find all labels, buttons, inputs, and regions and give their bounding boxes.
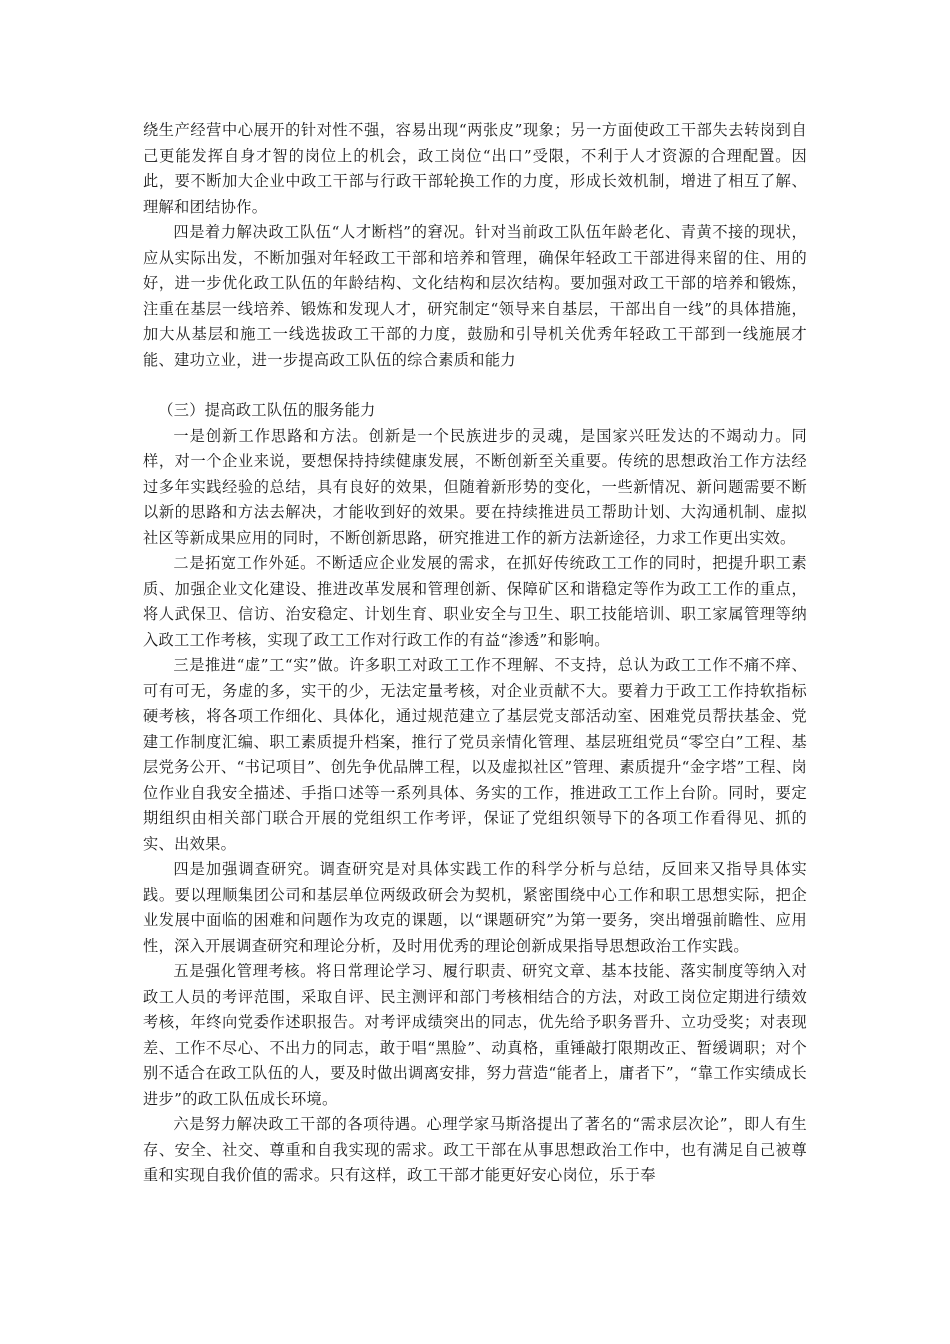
paragraph-talent-gap: 四是着力解决政工队伍“人才断档”的窘况。针对当前政工队伍年龄老化、青黄不接的现状，应从实际出发，不断加强对年轻政工干部和培养和管理，确保年轻政工干部进得来留的住、用的好，进一步优化政工队伍的年龄结构、文化结构和层次结构。要加强对政工干部的培养和锻炼，注重在基层一线培养、锻炼和发现人才，研究制定“领导来自基层，干部出自一线”的具体措施，加大从基层和施工一线选拔政工干部的力度，鼓励和引导机关优秀年轻政工干部到一线施展才能、建功立业，进一步提高政工队伍的综合素质和能力 xyxy=(143,223,807,369)
paragraph-benefits: 六是努力解决政工干部的各项待遇。心理学家马斯洛提出了著名的“需求层次论”，即人有生存、安全、社交、尊重和自我实现的需求。政工干部在从事思想政治工作中，也有满足自己被尊重和实现自我价值的需求。只有这样，政工干部才能更好安心岗位，乐于奉 xyxy=(143,1115,807,1184)
document-page xyxy=(143,118,807,1189)
paragraph-assessment: 五是强化管理考核。将日常理论学习、履行职责、研究文章、基本技能、落实制度等纳入对政工人员的考评范围，采取自评、民主测评和部门考核相结合的方法，对政工岗位定期进行绩效考核，年终向党委作述职报告。对考评成绩突出的同志，优先给予职务晋升、立功受奖；对表现差、工作不尽心、不出力的同志，敢于唱“黑脸”、动真格，重锤敲打限期改正、暂缓调职；对个别不适合在政工队伍的人，要及时做出调离安排，努力营造“能者上，庸者下”，“靠工作实绩成长进步”的政工队伍成长环境。 xyxy=(143,962,807,1108)
paragraph-innovation: 一是创新工作思路和方法。创新是一个民族进步的灵魂，是国家兴旺发达的不竭动力。同样，对一个企业来说，要想保持持续健康发展，不断创新至关重要。传统的思想政治工作方法经过多年实践经验的总结，具有良好的效果，但随着新形势的变化，一些新情况、新问题需要不断以新的思路和方法去解决，才能收到好的效果。要在持续推进员工帮助计划、大沟通机制、虚拟社区等新成果应用的同时，不断创新思路，研究推进工作的新方法新途径，力求工作更出实效。 xyxy=(143,426,807,547)
section-heading: （三）提高政工队伍的服务能力 xyxy=(158,401,376,419)
paragraph-continuation: 绕生产经营中心展开的针对性不强，容易出现“两张皮”现象；另一方面使政工干部失去转岗到自己更能发挥自身才智的岗位上的机会，政工岗位“出口”受限，不利于人才资源的合理配置。因此，要不断加大企业中政工干部与行政干部轮换工作的力度，形成长效机制，增进了相互了解、理解和团结协作。 xyxy=(143,121,807,216)
paragraph-scope: 二是拓宽工作外延。不断适应企业发展的需求，在抓好传统政工工作的同时，把提升职工素质、加强企业文化建设、推进改革发展和管理创新、保障矿区和谐稳定等作为政工工作的重点，将人武保卫、信访、治安稳定、计划生育、职业安全与卫生、职工技能培训、职工家属管理等纳入政工工作考核，实现了政工工作对行政工作的有益“渗透”和影响。 xyxy=(143,554,807,649)
paragraph-practical: 三是推进“虚”工“实”做。许多职工对政工工作不理解、不支持，总认为政工工作不痛不痒、可有可无，务虚的多，实干的少，无法定量考核，对企业贡献不大。要着力于政工工作持软指标硬考核，将各项工作细化、具体化，通过规范建立了基层党支部活动室、困难党员帮扶基金、党建工作制度汇编、职工素质提升档案，推行了党员亲情化管理、基层班组党员“零空白”工程、基层党务公开、“书记项目”、创先争优品牌工程，以及虚拟社区”管理、素质提升“金字塔”工程、岗位作业自我安全描述、手指口述等一系列具体、务实的工作，推进政工工作上台阶。同时，要定期组织由相关部门联合开展的党组织工作考评，保证了党组织领导下的各项工作看得见、抓的实、出效果。 xyxy=(143,656,807,853)
paragraph-research: 四是加强调查研究。调查研究是对具体实践工作的科学分析与总结，反回来又指导具体实践。要以理顺集团公司和基层单位两级政研会为契机，紧密围绕中心工作和职工思想实际，把企业发展中面临的困难和问题作为攻克的课题，以“课题研究”为第一要务，突出增强前瞻性、应用性，深入开展调查研究和理论分析，及时用优秀的理论创新成果指导思想政治工作实践。 xyxy=(143,860,807,955)
blank-line xyxy=(143,373,807,398)
